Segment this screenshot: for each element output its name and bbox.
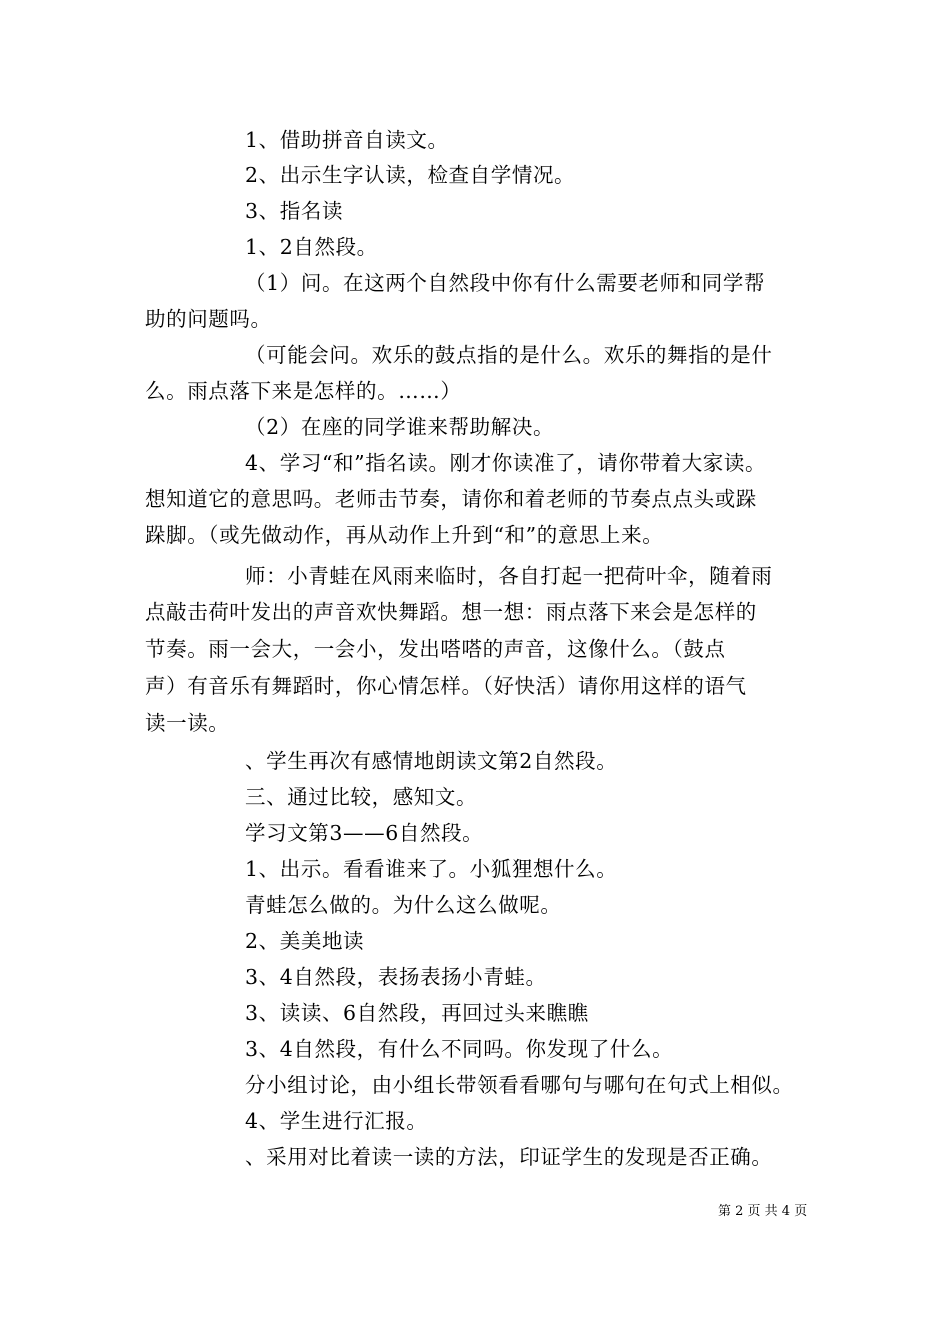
text-line: 分小组讨论，由小组长带领看看哪句与哪句在句式上相似。 (245, 1073, 794, 1097)
text-line: 1、2自然段。 (245, 235, 378, 259)
text-line: （1）问。在这两个自然段中你有什么需要老师和同学帮 (245, 271, 766, 295)
text-line: 3、读读、6自然段，再回过头来瞧瞧 (245, 1001, 589, 1025)
text-line: 想知道它的意思吗。老师击节奏，请你和着老师的节奏点点头或跺 (145, 487, 757, 511)
text-line: 点敲击荷叶发出的声音欢快舞蹈。想一想：雨点落下来会是怎样的 (145, 600, 757, 624)
text-line: （2）在座的同学谁来帮助解决。 (245, 415, 555, 439)
text-line: 三、通过比较，感知文。 (245, 785, 478, 809)
text-line: 2、出示生字认读，检查自学情况。 (245, 163, 576, 187)
text-line: （可能会问。欢乐的鼓点指的是什么。欢乐的舞指的是什 (245, 343, 773, 367)
text-line: 助的问题吗。 (145, 307, 272, 331)
page-number-footer: 第 2 页 共 4 页 (718, 1204, 808, 1219)
text-line: 、学生再次有感情地朗读文第2自然段。 (245, 749, 618, 773)
text-line: 师：小青蛙在风雨来临时，各自打起一把荷叶伞，随着雨 (245, 564, 773, 588)
text-line: 4、学生进行汇报。 (245, 1109, 428, 1133)
text-line: 么。雨点落下来是怎样的。……） (145, 379, 462, 403)
text-line: 1、出示。看看谁来了。小狐狸想什么。 (245, 857, 618, 881)
text-line: 、采用对比着读一读的方法，印证学生的发现是否正确。 (245, 1145, 773, 1169)
text-line: 学习文第3——6自然段。 (245, 821, 484, 845)
text-line: 3、指名读 (245, 199, 344, 223)
text-line: 3、4自然段，有什么不同吗。你发现了什么。 (245, 1037, 674, 1061)
text-line: 2、美美地读 (245, 929, 365, 953)
text-line: 1、借助拼音自读文。 (245, 128, 449, 152)
text-line: 跺脚。（或先做动作，再从动作上升到“和”的意思上来。 (145, 523, 664, 547)
text-line: 4、学习“和”指名读。刚才你读准了，请你带着大家读。 (245, 451, 767, 475)
text-line: 青蛙怎么做的。为什么这么做呢。 (245, 893, 562, 917)
text-line: 声）有音乐有舞蹈时，你心情怎样。（好快活）请你用这样的语气 (145, 674, 747, 698)
text-line: 节奏。雨一会大，一会小，发出嗒嗒的声音，这像什么。（鼓点 (145, 637, 726, 661)
text-line: 3、4自然段，表扬表扬小青蛙。 (245, 965, 547, 989)
text-line: 读一读。 (145, 711, 230, 735)
